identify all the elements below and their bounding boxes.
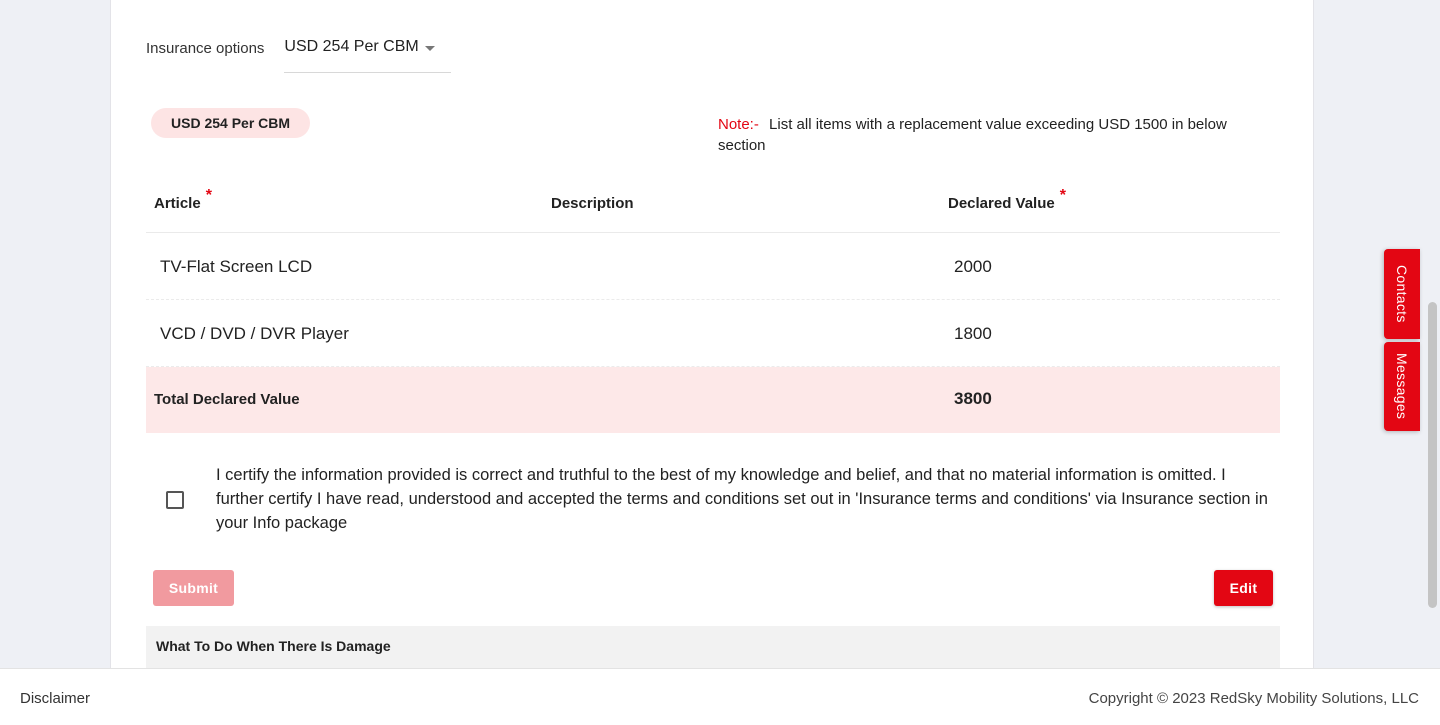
submit-button[interactable]: Submit [153, 570, 234, 606]
footer [0, 668, 1440, 725]
required-asterisk: * [1059, 187, 1066, 204]
row-value: 2000 [954, 257, 992, 276]
table-row [146, 300, 1280, 367]
disclaimer-link[interactable]: Disclaimer [20, 690, 91, 707]
header-description: Description [551, 195, 634, 212]
damage-section-header[interactable] [146, 626, 1280, 668]
messages-tab-label: Messages [1394, 353, 1410, 420]
scrollbar-thumb[interactable] [1428, 302, 1437, 608]
certify-checkbox[interactable] [166, 491, 184, 509]
row-article: VCD / DVD / DVR Player [160, 324, 349, 343]
declared-items-table [146, 178, 1280, 433]
total-value: 3800 [954, 389, 992, 408]
certification-text: I certify the information provided is correct and truthful to the best of my knowledge and belief, and that no material information is omitted. I further certify I have read, understood and accepted the terms and conditions set out in 'Insurance terms and conditions' via Insurance section in your Info package [216, 466, 1268, 532]
note-text: List all items with a replacement value exceeding USD 1500 in below section [718, 116, 1227, 154]
insurance-options-select[interactable] [284, 30, 451, 73]
caret-down-icon [425, 46, 435, 51]
damage-section-title: What To Do When There Is Damage [156, 638, 391, 654]
insurance-options-label: Insurance options [146, 40, 265, 57]
copyright-text: Copyright © 2023 RedSky Mobility Solutions, LLC [1088, 690, 1419, 707]
row-article: TV-Flat Screen LCD [160, 257, 313, 276]
selected-insurance-badge: USD 254 Per CBM [151, 108, 310, 138]
header-declared-value: Declared Value * [948, 187, 1066, 212]
insurance-form-card [110, 0, 1314, 668]
table-header [146, 178, 1280, 233]
total-row [146, 367, 1280, 433]
insurance-options-row [146, 30, 451, 73]
insurance-options-value: USD 254 Per CBM [284, 38, 419, 55]
header-article: Article * [154, 187, 212, 212]
row-value: 1800 [954, 324, 992, 343]
edit-button[interactable]: Edit [1214, 570, 1273, 606]
note-label: Note:- [718, 116, 759, 133]
total-label: Total Declared Value [154, 391, 300, 408]
table-row [146, 233, 1280, 300]
contacts-tab[interactable] [1384, 249, 1420, 339]
note [718, 114, 1278, 156]
required-asterisk: * [205, 187, 212, 204]
contacts-tab-label: Contacts [1394, 265, 1410, 323]
messages-tab[interactable] [1384, 342, 1420, 431]
